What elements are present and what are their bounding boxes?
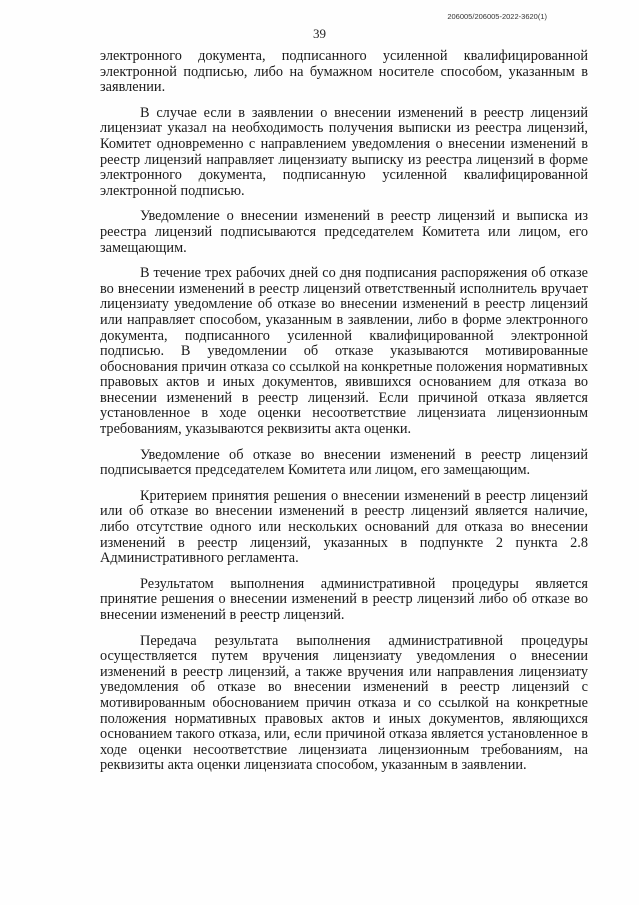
- paragraph-continued: электронного документа, подписанного усиленной квалифицированной электронной подписью, либо на бумажном носителе способом, указанным в заявлении.: [100, 48, 588, 96]
- paragraph: Уведомление о внесении изменений в реестр лицензий и выписка из реестра лицензий подписываются председателем Комитета или лицом, его замещающим.: [100, 208, 588, 256]
- paragraph: В случае если в заявлении о внесении изменений в реестр лицензий лицензиат указал на необходимость получения выписки из реестра лицензий, Комитет одновременно с направлением уведомления о внесении изменений в реестр лицензий направляет лицензиату выписку из реестра лицензий в форме электронного документа, подписанную усиленной квалифицированной электронной подписью.: [100, 104, 588, 199]
- paragraph: В течение трех рабочих дней со дня подписания распоряжения об отказе во внесении изменений в реестр лицензий ответственный исполнитель вручает лицензиату уведомление об отказе во внесении изменений в реестр лицензий или направляет способом, указанным в заявлении, либо в форме электронного документа, подписанного усиленной квалифицированной электронной подписью. В уведомлении об отказе указываются мотивированные обоснования причин отказа со ссылкой на конкретные положения нормативных правовых актов и иных документов, явившихся основанием для отказа во внесении изменений в реестр лицензий. Если причиной отказа является установленное в ходе оценки несоответствие лицензиата лицензионным требованиям, указываются реквизиты акта оценки.: [100, 265, 588, 438]
- paragraph: Критерием принятия решения о внесении изменений в реестр лицензий или об отказе во внесении изменений в реестр лицензий является наличие, либо отсутствие одного или нескольких оснований для отказа во внесении изменений в реестр лицензий, указанных в подпункте 2 пункта 2.8 Административного регламента.: [100, 487, 588, 567]
- document-code: 206005/206005-2022-3620(1): [447, 12, 547, 21]
- paragraph: Передача результата выполнения административной процедуры осуществляется путем вручения лицензиату уведомления о внесении изменений в реестр лицензий, а также вручения или направления лицензиату уведомления об отказе во внесении изменений в реестр лицензий с мотивированным обоснованием причин отказа и со ссылкой на конкретные положения нормативных правовых актов и иных документов, являющихся основанием такого отказа, или, если причиной отказа является установленное в ходе оценки несоответствие лицензиата лицензионным требованиям, на реквизиты акта оценки лицензиата способом, указанным в заявлении.: [100, 632, 588, 774]
- paragraph: Результатом выполнения административной процедуры является принятие решения о внесении изменений в реестр лицензий либо об отказе во внесении изменений в реестр лицензий.: [100, 575, 588, 623]
- document-body: [100, 49, 588, 784]
- paragraph: Уведомление об отказе во внесении изменений в реестр лицензий подписывается председателем Комитета или лицом, его замещающим.: [100, 446, 588, 479]
- page-number: 39: [313, 26, 326, 41]
